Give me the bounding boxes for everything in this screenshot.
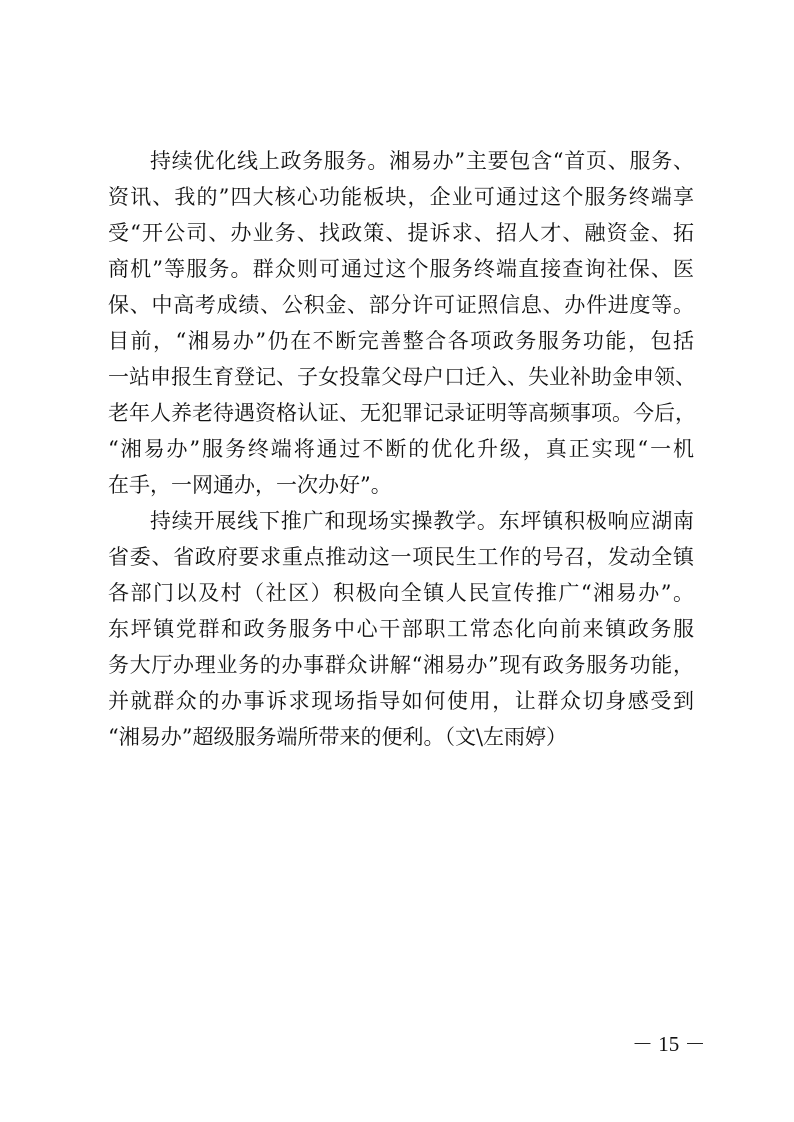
text-line	[108, 323, 694, 359]
text-line-content: 一站申报生育登记、子女投靠父母户口迁入、失业补助金申领、	[108, 365, 696, 389]
text-line-content: 持续优化线上政务服务。湘易办”主要包含“首页、服务、	[150, 149, 694, 173]
text-line-content: 省委、省政府要求重点推动这一项民生工作的号召，发动全镇	[108, 545, 694, 569]
text-line	[108, 179, 694, 215]
text-line-content: 各部门以及村（社区）积极向全镇人民宣传推广“湘易办”。	[108, 581, 694, 605]
text-line	[108, 395, 694, 431]
text-line-content: 并就群众的办事诉求现场指导如何使用，让群众切身感受到	[108, 689, 694, 713]
body-text	[108, 143, 694, 755]
text-line-content: 在手，一网通办，一次办好”。	[108, 473, 392, 497]
text-line-content: 持续开展线下推广和现场实操教学。东坪镇积极响应湖南	[150, 509, 694, 533]
text-line	[108, 359, 694, 395]
text-line	[108, 647, 694, 683]
text-line	[108, 143, 694, 179]
text-line	[108, 575, 694, 611]
text-line-content: 老年人养老待遇资格认证、无犯罪记录证明等高频事项。今后，	[108, 401, 696, 425]
text-line-content: 资讯、我的”四大核心功能板块，企业可通过这个服务终端享	[108, 185, 694, 209]
text-line	[108, 611, 694, 647]
text-line	[108, 467, 694, 503]
text-line-content: “湘易办”超级服务端所带来的便利。（文\左雨婷）	[108, 725, 568, 749]
text-line-content: 保、中高考成绩、公积金、部分许可证照信息、办件进度等。	[108, 293, 694, 317]
text-line-content: 务大厅办理业务的办事群众讲解“湘易办”现有政务服务功能，	[108, 653, 694, 677]
text-line-content: “湘易办”服务终端将通过不断的优化升级，真正实现“一机	[108, 437, 694, 461]
text-line	[108, 251, 694, 287]
paragraph-online-services	[108, 143, 694, 503]
text-line-content: 商机”等服务。群众则可通过这个服务终端直接查询社保、医	[108, 257, 694, 281]
text-line	[108, 683, 694, 719]
text-line-content: 东坪镇党群和政务服务中心干部职工常态化向前来镇政务服	[108, 617, 694, 641]
text-line	[108, 539, 694, 575]
text-line	[108, 215, 694, 251]
text-line	[108, 719, 694, 755]
page-number: － 15 －	[632, 1032, 706, 1056]
text-line-content: 受“开公司、办业务、找政策、提诉求、招人才、融资金、拓	[108, 221, 694, 245]
text-line-content: 目前，“湘易办”仍在不断完善整合各项政务服务功能，包括	[108, 329, 694, 353]
paragraph-offline-promotion	[108, 503, 694, 755]
text-line	[108, 287, 694, 323]
text-line	[108, 431, 694, 467]
text-line	[108, 503, 694, 539]
